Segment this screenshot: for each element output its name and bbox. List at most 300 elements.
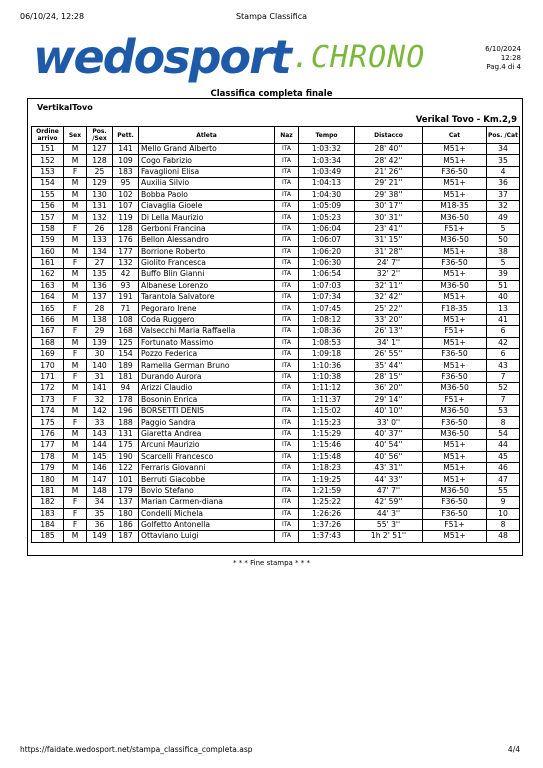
ordine-cell: 155 bbox=[32, 189, 64, 200]
pett-cell: 178 bbox=[113, 394, 139, 405]
naz-cell: ITA bbox=[275, 349, 299, 360]
table-row bbox=[32, 417, 520, 428]
cat-cell: M51+ bbox=[423, 178, 487, 189]
cat-cell: F36-50 bbox=[423, 497, 487, 508]
col-pos-cat-header: Pos. /Cat bbox=[487, 127, 520, 144]
pos-cat-cell: 53 bbox=[487, 405, 520, 416]
pett-cell: 42 bbox=[113, 269, 139, 280]
naz-cell: ITA bbox=[275, 269, 299, 280]
cat-cell: M51+ bbox=[423, 360, 487, 371]
distacco-cell: 32' 2'' bbox=[355, 269, 423, 280]
atleta-cell: Pegoraro Irene bbox=[139, 303, 275, 314]
naz-cell: ITA bbox=[275, 280, 299, 291]
ordine-cell: 161 bbox=[32, 257, 64, 268]
col-pos-sex-header: Pos. /Sex bbox=[87, 127, 113, 144]
pos-cat-cell: 42 bbox=[487, 337, 520, 348]
pos-cat-cell: 47 bbox=[487, 474, 520, 485]
tempo-cell: 1:37:43 bbox=[299, 531, 355, 542]
ordine-cell: 180 bbox=[32, 474, 64, 485]
sex-cell: F bbox=[64, 508, 87, 519]
cat-cell: M51+ bbox=[423, 451, 487, 462]
pett-cell: 186 bbox=[113, 519, 139, 530]
ordine-cell: 154 bbox=[32, 178, 64, 189]
logo-do: do bbox=[102, 30, 164, 84]
naz-cell: ITA bbox=[275, 303, 299, 314]
sex-cell: M bbox=[64, 212, 87, 223]
table-row bbox=[32, 462, 520, 473]
distacco-cell: 26' 13'' bbox=[355, 326, 423, 337]
cat-cell: M36-50 bbox=[423, 383, 487, 394]
pett-cell: 128 bbox=[113, 223, 139, 234]
pett-cell: 181 bbox=[113, 371, 139, 382]
sex-cell: F bbox=[64, 257, 87, 268]
naz-cell: ITA bbox=[275, 235, 299, 246]
tempo-cell: 1:03:32 bbox=[299, 144, 355, 155]
ordine-cell: 158 bbox=[32, 223, 64, 234]
pos-sex-cell: 138 bbox=[87, 314, 113, 325]
ordine-cell: 171 bbox=[32, 371, 64, 382]
table-row bbox=[32, 257, 520, 268]
naz-cell: ITA bbox=[275, 440, 299, 451]
table-row bbox=[32, 394, 520, 405]
pos-cat-cell: 32 bbox=[487, 200, 520, 211]
cat-cell: M51+ bbox=[423, 144, 487, 155]
sex-cell: M bbox=[64, 314, 87, 325]
ordine-cell: 179 bbox=[32, 462, 64, 473]
logo-chrono: .CHRONO bbox=[291, 40, 426, 75]
col-distacco-header: Distacco bbox=[355, 127, 423, 144]
sex-cell: M bbox=[64, 462, 87, 473]
naz-cell: ITA bbox=[275, 292, 299, 303]
pett-cell: 176 bbox=[113, 235, 139, 246]
cat-cell: M51+ bbox=[423, 155, 487, 166]
pos-cat-cell: 55 bbox=[487, 485, 520, 496]
cat-cell: F51+ bbox=[423, 394, 487, 405]
table-row bbox=[32, 405, 520, 416]
ordine-cell: 165 bbox=[32, 303, 64, 314]
pett-cell: 101 bbox=[113, 474, 139, 485]
ordine-cell: 173 bbox=[32, 394, 64, 405]
distacco-cell: 1h 2' 51'' bbox=[355, 531, 423, 542]
page-url: https://faidate.wedosport.net/stampa_classifica_completa.asp bbox=[20, 745, 253, 754]
pos-cat-cell: 50 bbox=[487, 235, 520, 246]
pos-cat-cell: 45 bbox=[487, 451, 520, 462]
end-of-print-note: * * * Fine stampa * * * bbox=[232, 559, 310, 567]
col-naz-header: Naz bbox=[275, 127, 299, 144]
sex-cell: M bbox=[64, 440, 87, 451]
table-body bbox=[32, 144, 520, 543]
naz-cell: ITA bbox=[275, 371, 299, 382]
cat-cell: F36-50 bbox=[423, 257, 487, 268]
atleta-cell: Mello Grand Alberto bbox=[139, 144, 275, 155]
sex-cell: M bbox=[64, 189, 87, 200]
pos-sex-cell: 136 bbox=[87, 280, 113, 291]
naz-cell: ITA bbox=[275, 531, 299, 542]
naz-cell: ITA bbox=[275, 200, 299, 211]
distacco-cell: 40' 56'' bbox=[355, 451, 423, 462]
table-row bbox=[32, 508, 520, 519]
atleta-cell: Gerboni Francina bbox=[139, 223, 275, 234]
naz-cell: ITA bbox=[275, 360, 299, 371]
tempo-cell: 1:15:46 bbox=[299, 440, 355, 451]
tempo-cell: 1:15:48 bbox=[299, 451, 355, 462]
cat-cell: M36-50 bbox=[423, 212, 487, 223]
table-row bbox=[32, 303, 520, 314]
naz-cell: ITA bbox=[275, 394, 299, 405]
sex-cell: M bbox=[64, 200, 87, 211]
naz-cell: ITA bbox=[275, 189, 299, 200]
pett-cell: 189 bbox=[113, 360, 139, 371]
distacco-cell: 28' 42'' bbox=[355, 155, 423, 166]
table-row bbox=[32, 269, 520, 280]
distacco-cell: 31' 28'' bbox=[355, 246, 423, 257]
naz-cell: ITA bbox=[275, 462, 299, 473]
distacco-cell: 42' 59'' bbox=[355, 497, 423, 508]
naz-cell: ITA bbox=[275, 314, 299, 325]
atleta-cell: Bellon Alessandro bbox=[139, 235, 275, 246]
pos-sex-cell: 33 bbox=[87, 417, 113, 428]
pett-cell: 131 bbox=[113, 428, 139, 439]
naz-cell: ITA bbox=[275, 144, 299, 155]
distacco-cell: 40' 10'' bbox=[355, 405, 423, 416]
pett-cell: 168 bbox=[113, 326, 139, 337]
cat-cell: M51+ bbox=[423, 292, 487, 303]
atleta-cell: Golfetto Antonella bbox=[139, 519, 275, 530]
pett-cell: 180 bbox=[113, 508, 139, 519]
col-atleta-header: Atleta bbox=[139, 127, 275, 144]
pos-sex-cell: 131 bbox=[87, 200, 113, 211]
naz-cell: ITA bbox=[275, 474, 299, 485]
cat-cell: M36-50 bbox=[423, 428, 487, 439]
ordine-cell: 174 bbox=[32, 405, 64, 416]
tempo-cell: 1:21:59 bbox=[299, 485, 355, 496]
sex-cell: F bbox=[64, 303, 87, 314]
tempo-cell: 1:19:25 bbox=[299, 474, 355, 485]
cat-cell: F36-50 bbox=[423, 349, 487, 360]
pett-cell: 154 bbox=[113, 349, 139, 360]
tempo-cell: 1:07:03 bbox=[299, 280, 355, 291]
sex-cell: F bbox=[64, 497, 87, 508]
pett-cell: 122 bbox=[113, 462, 139, 473]
naz-cell: ITA bbox=[275, 337, 299, 348]
sex-cell: M bbox=[64, 405, 87, 416]
ordine-cell: 166 bbox=[32, 314, 64, 325]
pos-sex-cell: 148 bbox=[87, 485, 113, 496]
sex-cell: M bbox=[64, 292, 87, 303]
table-row bbox=[32, 200, 520, 211]
pett-cell: 175 bbox=[113, 440, 139, 451]
distacco-cell: 29' 21'' bbox=[355, 178, 423, 189]
atleta-cell: Ciavaglia Gioele bbox=[139, 200, 275, 211]
atleta-cell: Borrione Roberto bbox=[139, 246, 275, 257]
tempo-cell: 1:05:23 bbox=[299, 212, 355, 223]
table-row bbox=[32, 223, 520, 234]
ordine-cell: 152 bbox=[32, 155, 64, 166]
pos-sex-cell: 144 bbox=[87, 440, 113, 451]
cat-cell: F18-35 bbox=[423, 303, 487, 314]
tempo-cell: 1:08:53 bbox=[299, 337, 355, 348]
cat-cell: F36-50 bbox=[423, 508, 487, 519]
pett-cell: 132 bbox=[113, 257, 139, 268]
distacco-cell: 44' 33'' bbox=[355, 474, 423, 485]
tempo-cell: 1:15:23 bbox=[299, 417, 355, 428]
tempo-cell: 1:06:20 bbox=[299, 246, 355, 257]
ordine-cell: 156 bbox=[32, 200, 64, 211]
table-row bbox=[32, 326, 520, 337]
tempo-cell: 1:10:38 bbox=[299, 371, 355, 382]
table-row bbox=[32, 189, 520, 200]
tempo-cell: 1:06:54 bbox=[299, 269, 355, 280]
atleta-cell: BORSETTI DENIS bbox=[139, 405, 275, 416]
distacco-cell: 30' 31'' bbox=[355, 212, 423, 223]
cat-cell: M51+ bbox=[423, 189, 487, 200]
naz-cell: ITA bbox=[275, 405, 299, 416]
cat-cell: M36-50 bbox=[423, 280, 487, 291]
naz-cell: ITA bbox=[275, 519, 299, 530]
race-subtitle: Verikal Tovo - Km.2,9 bbox=[415, 115, 517, 125]
pos-sex-cell: 25 bbox=[87, 166, 113, 177]
pos-sex-cell: 145 bbox=[87, 451, 113, 462]
tempo-cell: 1:10:36 bbox=[299, 360, 355, 371]
cat-cell: F36-50 bbox=[423, 371, 487, 382]
atleta-cell: Bobba Paolo bbox=[139, 189, 275, 200]
tempo-cell: 1:08:12 bbox=[299, 314, 355, 325]
sex-cell: M bbox=[64, 178, 87, 189]
naz-cell: ITA bbox=[275, 417, 299, 428]
naz-cell: ITA bbox=[275, 485, 299, 496]
pos-sex-cell: 127 bbox=[87, 144, 113, 155]
atleta-cell: Ottaviano Luigi bbox=[139, 531, 275, 542]
table-row bbox=[32, 314, 520, 325]
tempo-cell: 1:07:34 bbox=[299, 292, 355, 303]
page-info-date: 6/10/2024 bbox=[485, 45, 521, 53]
pos-sex-cell: 35 bbox=[87, 508, 113, 519]
table-row bbox=[32, 337, 520, 348]
table-row bbox=[32, 178, 520, 189]
pett-cell: 179 bbox=[113, 485, 139, 496]
pos-cat-cell: 7 bbox=[487, 371, 520, 382]
pos-cat-cell: 4 bbox=[487, 166, 520, 177]
tempo-cell: 1:26:26 bbox=[299, 508, 355, 519]
tempo-cell: 1:25:22 bbox=[299, 497, 355, 508]
pett-cell: 125 bbox=[113, 337, 139, 348]
sex-cell: F bbox=[64, 166, 87, 177]
distacco-cell: 29' 38'' bbox=[355, 189, 423, 200]
table-row bbox=[32, 474, 520, 485]
ordine-cell: 168 bbox=[32, 337, 64, 348]
naz-cell: ITA bbox=[275, 497, 299, 508]
logo-we: we bbox=[33, 30, 103, 84]
naz-cell: ITA bbox=[275, 428, 299, 439]
naz-cell: ITA bbox=[275, 212, 299, 223]
pos-cat-cell: 8 bbox=[487, 519, 520, 530]
tempo-cell: 1:09:18 bbox=[299, 349, 355, 360]
tempo-cell: 1:04:30 bbox=[299, 189, 355, 200]
atleta-cell: Di Lella Maurizio bbox=[139, 212, 275, 223]
col-tempo-header: Tempo bbox=[299, 127, 355, 144]
sex-cell: F bbox=[64, 223, 87, 234]
tempo-cell: 1:18:23 bbox=[299, 462, 355, 473]
distacco-cell: 31' 15'' bbox=[355, 235, 423, 246]
tempo-cell: 1:06:07 bbox=[299, 235, 355, 246]
ordine-cell: 160 bbox=[32, 246, 64, 257]
table-row bbox=[32, 155, 520, 166]
pos-cat-cell: 5 bbox=[487, 257, 520, 268]
distacco-cell: 28' 15'' bbox=[355, 371, 423, 382]
distacco-cell: 47' 7'' bbox=[355, 485, 423, 496]
distacco-cell: 36' 20'' bbox=[355, 383, 423, 394]
cat-cell: M51+ bbox=[423, 440, 487, 451]
pos-sex-cell: 30 bbox=[87, 349, 113, 360]
naz-cell: ITA bbox=[275, 223, 299, 234]
table-row bbox=[32, 519, 520, 530]
sex-cell: M bbox=[64, 474, 87, 485]
ordine-cell: 172 bbox=[32, 383, 64, 394]
sex-cell: M bbox=[64, 428, 87, 439]
ordine-cell: 181 bbox=[32, 485, 64, 496]
cat-cell: F51+ bbox=[423, 223, 487, 234]
cat-cell: M51+ bbox=[423, 314, 487, 325]
sex-cell: M bbox=[64, 451, 87, 462]
col-sex-header: Sex bbox=[64, 127, 87, 144]
pos-sex-cell: 26 bbox=[87, 223, 113, 234]
sex-cell: M bbox=[64, 485, 87, 496]
pos-sex-cell: 28 bbox=[87, 303, 113, 314]
naz-cell: ITA bbox=[275, 508, 299, 519]
distacco-cell: 55' 3'' bbox=[355, 519, 423, 530]
atleta-cell: Durando Aurora bbox=[139, 371, 275, 382]
ordine-cell: 185 bbox=[32, 531, 64, 542]
ordine-cell: 177 bbox=[32, 440, 64, 451]
table-row bbox=[32, 451, 520, 462]
sex-cell: F bbox=[64, 417, 87, 428]
pos-sex-cell: 141 bbox=[87, 383, 113, 394]
pos-cat-cell: 37 bbox=[487, 189, 520, 200]
tempo-cell: 1:37:26 bbox=[299, 519, 355, 530]
ordine-cell: 167 bbox=[32, 326, 64, 337]
atleta-cell: Favaglioni Elisa bbox=[139, 166, 275, 177]
pos-sex-cell: 27 bbox=[87, 257, 113, 268]
pos-sex-cell: 143 bbox=[87, 428, 113, 439]
naz-cell: ITA bbox=[275, 326, 299, 337]
sex-cell: F bbox=[64, 349, 87, 360]
table-row bbox=[32, 212, 520, 223]
pett-cell: 109 bbox=[113, 155, 139, 166]
ordine-cell: 151 bbox=[32, 144, 64, 155]
atleta-cell: Arizzi Claudio bbox=[139, 383, 275, 394]
page-info bbox=[485, 45, 521, 72]
sex-cell: F bbox=[64, 394, 87, 405]
sex-cell: F bbox=[64, 519, 87, 530]
distacco-cell: 25' 22'' bbox=[355, 303, 423, 314]
pett-cell: 102 bbox=[113, 189, 139, 200]
pos-sex-cell: 129 bbox=[87, 178, 113, 189]
table-row bbox=[32, 280, 520, 291]
pos-sex-cell: 128 bbox=[87, 155, 113, 166]
ordine-cell: 164 bbox=[32, 292, 64, 303]
cat-cell: F36-50 bbox=[423, 417, 487, 428]
col-ordine-arrivo-header: Ordine arrivo bbox=[32, 127, 64, 144]
ordine-cell: 162 bbox=[32, 269, 64, 280]
atleta-cell: Albanese Lorenzo bbox=[139, 280, 275, 291]
distacco-cell: 34' 1'' bbox=[355, 337, 423, 348]
print-title: Stampa Classifica bbox=[235, 12, 308, 21]
results-frame bbox=[27, 98, 523, 556]
cat-cell: M51+ bbox=[423, 337, 487, 348]
atleta-cell: Bosonin Enrica bbox=[139, 394, 275, 405]
atleta-cell: Auxilia Silvio bbox=[139, 178, 275, 189]
distacco-cell: 43' 31'' bbox=[355, 462, 423, 473]
pos-cat-cell: 13 bbox=[487, 303, 520, 314]
logo-sport: sport bbox=[163, 30, 290, 84]
distacco-cell: 28' 40'' bbox=[355, 144, 423, 155]
pos-cat-cell: 5 bbox=[487, 223, 520, 234]
section-title: Classifica completa finale bbox=[210, 89, 333, 99]
tempo-cell: 1:07:45 bbox=[299, 303, 355, 314]
col-cat-header: Cat bbox=[423, 127, 487, 144]
pos-cat-cell: 41 bbox=[487, 314, 520, 325]
ordine-cell: 184 bbox=[32, 519, 64, 530]
pos-cat-cell: 35 bbox=[487, 155, 520, 166]
tempo-cell: 1:08:36 bbox=[299, 326, 355, 337]
atleta-cell: Scarcelli Francesco bbox=[139, 451, 275, 462]
atleta-cell: Fortunato Massimo bbox=[139, 337, 275, 348]
naz-cell: ITA bbox=[275, 178, 299, 189]
distacco-cell: 40' 54'' bbox=[355, 440, 423, 451]
sex-cell: M bbox=[64, 280, 87, 291]
naz-cell: ITA bbox=[275, 257, 299, 268]
sex-cell: M bbox=[64, 337, 87, 348]
pos-sex-cell: 147 bbox=[87, 474, 113, 485]
wedosport-chrono-logo bbox=[33, 30, 453, 85]
ordine-cell: 163 bbox=[32, 280, 64, 291]
atleta-cell: Arcuni Maurizio bbox=[139, 440, 275, 451]
pett-cell: 94 bbox=[113, 383, 139, 394]
pos-sex-cell: 134 bbox=[87, 246, 113, 257]
pos-sex-cell: 29 bbox=[87, 326, 113, 337]
pos-sex-cell: 34 bbox=[87, 497, 113, 508]
table-row bbox=[32, 360, 520, 371]
naz-cell: ITA bbox=[275, 246, 299, 257]
atleta-cell: Valsecchi Maria Raffaella bbox=[139, 326, 275, 337]
table-row bbox=[32, 235, 520, 246]
print-datetime: 06/10/24, 12:28 bbox=[20, 12, 85, 21]
pos-sex-cell: 146 bbox=[87, 462, 113, 473]
pos-sex-cell: 149 bbox=[87, 531, 113, 542]
table-row bbox=[32, 440, 520, 451]
pos-cat-cell: 36 bbox=[487, 178, 520, 189]
table-row bbox=[32, 166, 520, 177]
pos-sex-cell: 132 bbox=[87, 212, 113, 223]
distacco-cell: 30' 17'' bbox=[355, 200, 423, 211]
pett-cell: 177 bbox=[113, 246, 139, 257]
distacco-cell: 32' 42'' bbox=[355, 292, 423, 303]
pos-cat-cell: 6 bbox=[487, 326, 520, 337]
pett-cell: 188 bbox=[113, 417, 139, 428]
table-row bbox=[32, 383, 520, 394]
pos-cat-cell: 7 bbox=[487, 394, 520, 405]
sex-cell: M bbox=[64, 383, 87, 394]
results-table bbox=[31, 126, 520, 543]
tempo-cell: 1:15:02 bbox=[299, 405, 355, 416]
tempo-cell: 1:15:29 bbox=[299, 428, 355, 439]
pos-sex-cell: 31 bbox=[87, 371, 113, 382]
atleta-cell: Bovio Stefano bbox=[139, 485, 275, 496]
ordine-cell: 176 bbox=[32, 428, 64, 439]
cat-cell: M51+ bbox=[423, 269, 487, 280]
cat-cell: M51+ bbox=[423, 474, 487, 485]
ordine-cell: 159 bbox=[32, 235, 64, 246]
